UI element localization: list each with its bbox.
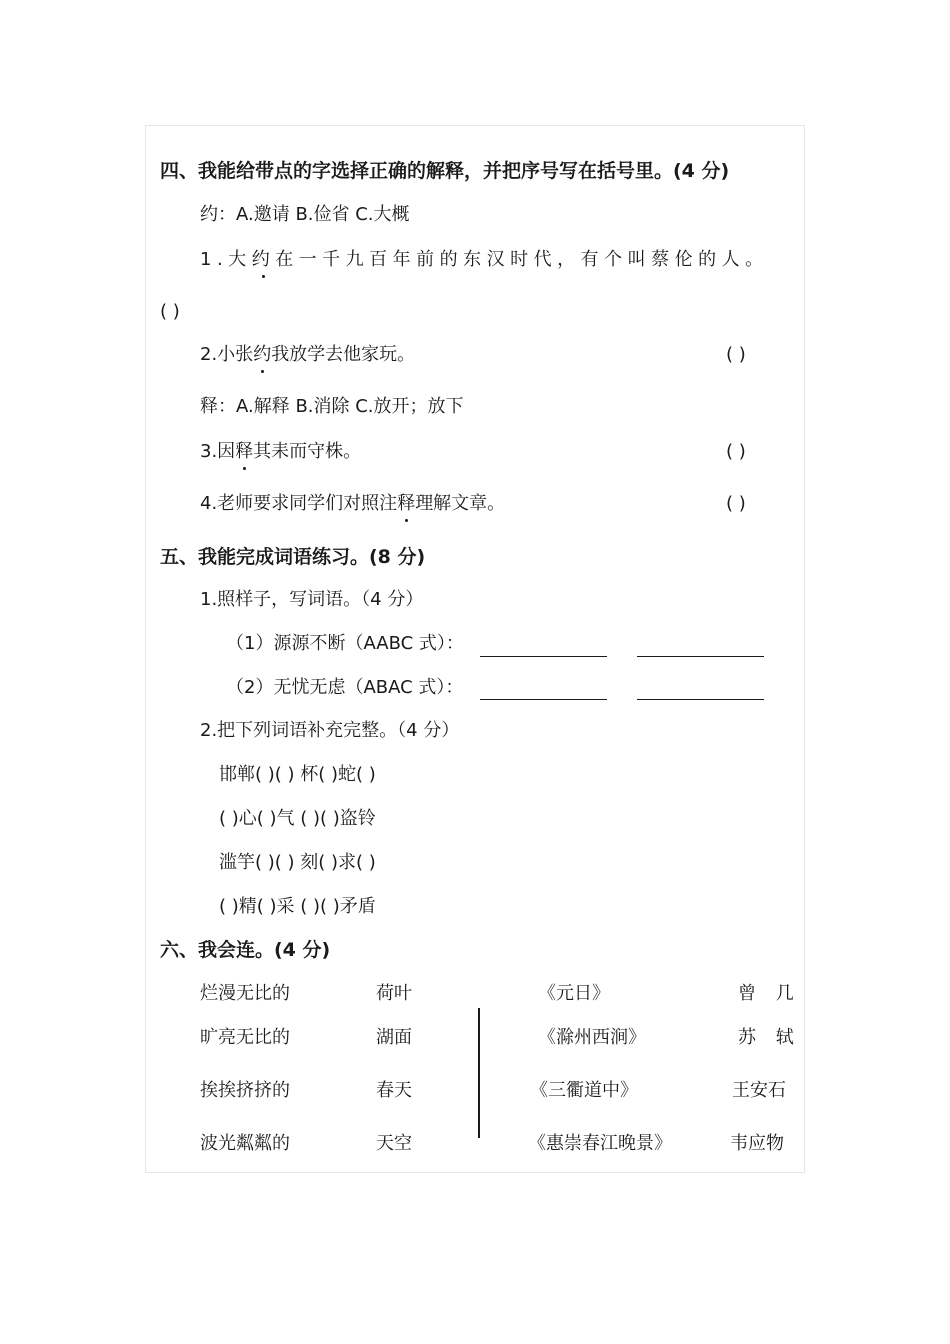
idiom-row-3: 滥竽( )( ) 刻( )求( ) bbox=[219, 852, 376, 873]
match-noun: 荷叶 bbox=[376, 983, 412, 1004]
match-poem-title: 《元日》 bbox=[538, 983, 610, 1004]
match-poet: 苏 轼 bbox=[738, 1027, 794, 1048]
question-4 bbox=[200, 492, 505, 516]
question-2-dotted-char: 约 bbox=[253, 344, 272, 365]
match-poet: 曾 几 bbox=[738, 983, 794, 1004]
match-noun: 天空 bbox=[376, 1133, 412, 1154]
match-poem-title: 《三衢道中》 bbox=[530, 1080, 638, 1101]
question-2-text-a: 2.小张 bbox=[200, 344, 254, 365]
example-1-label: （1）源源不断（AABC 式）： bbox=[226, 633, 464, 654]
match-poet: 韦应物 bbox=[730, 1133, 784, 1154]
idiom-row-2: ( )心( )气 ( )( )盗铃 bbox=[219, 808, 376, 829]
match-poem-title: 《惠崇春江晚景》 bbox=[528, 1133, 672, 1154]
match-descriptor: 烂漫无比的 bbox=[200, 983, 290, 1004]
question-4-text-a: 4.老师要求同学们对照注 bbox=[200, 493, 398, 514]
yue-options: 约：A.邀请 B.俭省 C.大概 bbox=[200, 204, 410, 225]
example-2-label: （2）无忧无虑（ABAC 式）： bbox=[226, 677, 464, 698]
example-2-blank-1[interactable] bbox=[480, 699, 607, 700]
idiom-row-1: 邯郸( )( ) 杯( )蛇( ) bbox=[219, 764, 376, 785]
question-2-answer-paren: ( ) bbox=[726, 344, 746, 365]
match-poet: 王安石 bbox=[732, 1080, 786, 1101]
example-1-blank-2[interactable] bbox=[637, 656, 764, 657]
question-1-text-a: 1.大 bbox=[200, 249, 252, 270]
question-1-text-b: 在一千九百年前的东汉时代，有个叫蔡伦的人。 bbox=[275, 249, 769, 270]
example-2-blank-2[interactable] bbox=[637, 699, 764, 700]
question-3 bbox=[200, 440, 361, 464]
match-descriptor: 挨挨挤挤的 bbox=[200, 1080, 290, 1101]
question-2-text-b: 我放学去他家玩。 bbox=[271, 344, 416, 365]
section-4-title: 四、我能给带点的字选择正确的解释，并把序号写在括号里。(4 分) bbox=[160, 160, 730, 182]
match-poem-title: 《滁州西涧》 bbox=[538, 1027, 646, 1048]
match-noun: 春天 bbox=[376, 1080, 412, 1101]
section-5-title: 五、我能完成词语练习。(8 分) bbox=[160, 546, 426, 568]
question-2 bbox=[200, 343, 415, 367]
question-4-text-b: 理解文章。 bbox=[415, 493, 506, 514]
question-3-text-a: 3.因 bbox=[200, 441, 236, 462]
question-4-answer-paren: ( ) bbox=[726, 493, 746, 514]
section-5-part-1: 1.照样子，写词语。（4 分） bbox=[200, 589, 424, 610]
idiom-row-4: ( )精( )采 ( )( )矛盾 bbox=[219, 896, 376, 917]
match-descriptor: 波光粼粼的 bbox=[200, 1133, 290, 1154]
question-4-dotted-char: 释 bbox=[397, 493, 416, 514]
divider-line bbox=[478, 1008, 480, 1138]
question-3-answer-paren: ( ) bbox=[726, 441, 746, 462]
question-1-dotted-char: 约 bbox=[251, 249, 276, 270]
question-3-text-b: 其耒而守株。 bbox=[253, 441, 362, 462]
example-1-blank-1[interactable] bbox=[480, 656, 607, 657]
question-3-dotted-char: 释 bbox=[235, 441, 254, 462]
match-noun: 湖面 bbox=[376, 1027, 412, 1048]
match-descriptor: 旷亮无比的 bbox=[200, 1027, 290, 1048]
section-5-part-2: 2.把下列词语补充完整。（4 分） bbox=[200, 720, 460, 741]
question-1 bbox=[200, 248, 769, 272]
question-1-answer-paren: ( ) bbox=[160, 301, 180, 322]
section-6-title: 六、我会连。(4 分) bbox=[160, 939, 331, 961]
shi-options: 释：A.解释 B.消除 C.放开；放下 bbox=[200, 396, 464, 417]
